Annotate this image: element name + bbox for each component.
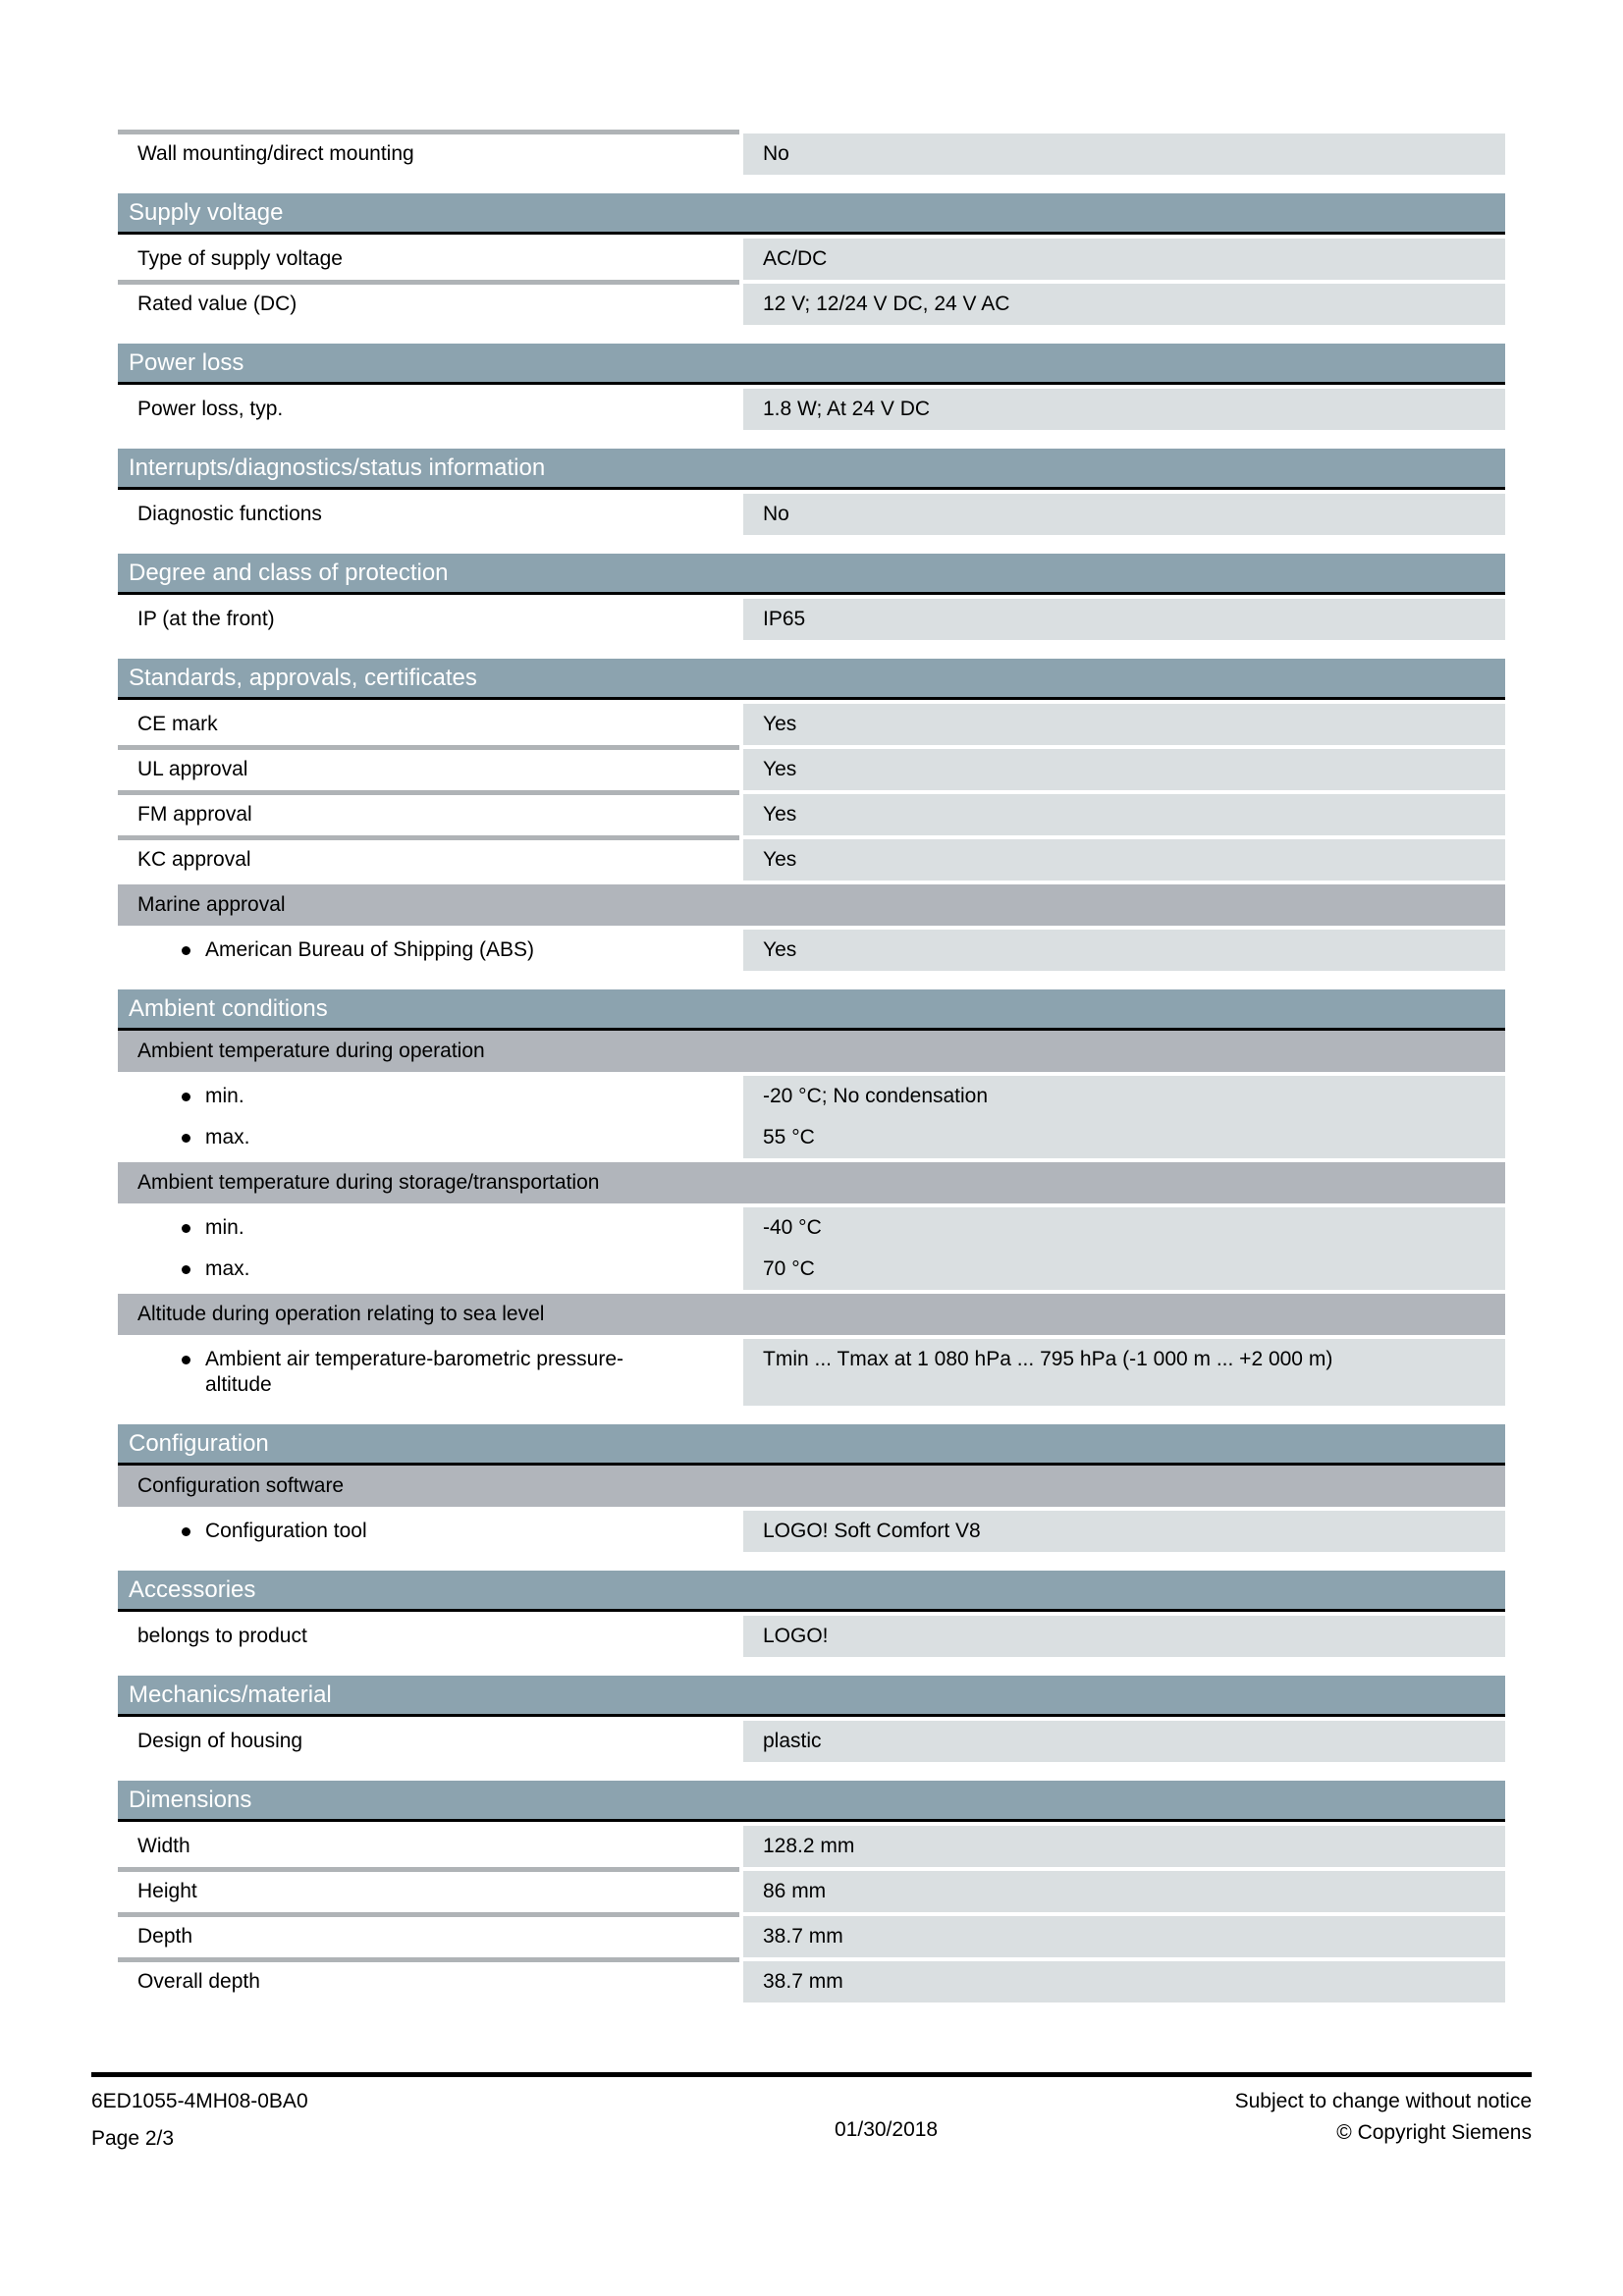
- section-header: [118, 449, 1505, 490]
- spec-label: [118, 1916, 739, 1957]
- spec-value: [743, 239, 1505, 280]
- spec-row: [118, 599, 1505, 640]
- section-title: Standards, approvals, certificates: [129, 664, 477, 691]
- spec-row: [118, 930, 1505, 971]
- spec-label-text: Design of housing: [137, 1730, 303, 1752]
- spec-label: [118, 930, 739, 971]
- spec-value-text: 86 mm: [763, 1880, 827, 1902]
- spec-value-text: LOGO!: [763, 1625, 829, 1647]
- spec-value: [743, 930, 1505, 971]
- spec-label: [118, 839, 739, 881]
- spec-label-text: KC approval: [137, 848, 251, 871]
- section-header: [118, 1571, 1505, 1612]
- footer-page-number: Page 2/3: [91, 2127, 175, 2150]
- spec-row: [118, 1871, 1505, 1912]
- spec-value: [743, 1207, 1505, 1249]
- spec-label: [118, 1207, 739, 1249]
- spec-row: [118, 239, 1505, 280]
- spec-label-text: min.: [205, 1216, 244, 1239]
- spec-value: [743, 749, 1505, 790]
- spec-value: [743, 794, 1505, 835]
- spec-value-text: 55 °C: [763, 1126, 815, 1148]
- spec-label-text: Width: [137, 1835, 190, 1857]
- spec-label: [118, 494, 739, 535]
- spec-row: [118, 1826, 1505, 1867]
- spec-value-text: Yes: [763, 758, 797, 780]
- footer-article-number: 6ED1055-4MH08-0BA0: [91, 2090, 308, 2112]
- footer-left: [91, 2090, 308, 2151]
- spec-section: [118, 344, 1505, 430]
- spec-label-text: Diagnostic functions: [137, 503, 322, 525]
- spec-label-text: IP (at the front): [137, 608, 275, 630]
- section-title: Accessories: [129, 1575, 256, 1603]
- spec-label-text: Configuration tool: [205, 1520, 367, 1542]
- spec-value-text: 12 V; 12/24 V DC, 24 V AC: [763, 293, 1010, 315]
- section-header: [118, 1424, 1505, 1466]
- spec-row: [118, 1916, 1505, 1957]
- spec-value-text: Tmin ... Tmax at 1 080 hPa ... 795 hPa (-1 000 m ... +2 000 m): [763, 1348, 1333, 1370]
- spec-value: [743, 133, 1505, 175]
- spec-value-text: 70 °C: [763, 1257, 815, 1280]
- spec-subheader-label: Ambient temperature during operation: [137, 1040, 485, 1062]
- page-footer: [91, 2072, 1532, 2170]
- spec-value-text: No: [763, 503, 789, 525]
- spec-label: [118, 1871, 739, 1912]
- spec-value: [743, 599, 1505, 640]
- bullet-icon: [182, 946, 190, 955]
- spec-value: [743, 1916, 1505, 1957]
- spec-label: [118, 749, 739, 790]
- spec-value-text: 38.7 mm: [763, 1925, 843, 1948]
- spec-label-text: belongs to product: [137, 1625, 307, 1647]
- footer-divider: [91, 2072, 1532, 2077]
- footer-notice: Subject to change without notice: [1234, 2090, 1532, 2112]
- section-title: Degree and class of protection: [129, 559, 449, 586]
- footer-date: 01/30/2018: [835, 2118, 939, 2141]
- spec-value: [743, 1871, 1505, 1912]
- spec-section: [118, 1571, 1505, 1657]
- spec-label-text: CE mark: [137, 713, 218, 735]
- spec-row: [118, 1721, 1505, 1762]
- spec-row: [118, 1207, 1505, 1249]
- spec-value: [743, 704, 1505, 745]
- footer-copyright: © Copyright Siemens: [1336, 2121, 1532, 2144]
- section-title: Supply voltage: [129, 198, 284, 226]
- spec-subheader: [118, 1162, 1505, 1203]
- spec-row: [118, 1249, 1505, 1290]
- spec-label: [118, 1076, 739, 1117]
- spec-label: [118, 239, 739, 280]
- spec-label-text: Depth: [137, 1925, 193, 1948]
- spec-value: [743, 1721, 1505, 1762]
- spec-value-text: -20 °C; No condensation: [763, 1085, 989, 1107]
- spec-subheader: [118, 1294, 1505, 1335]
- spec-value-text: 38.7 mm: [763, 1970, 843, 1993]
- bullet-icon: [182, 1093, 190, 1101]
- spec-label: [118, 1249, 739, 1290]
- spec-value: [743, 1339, 1505, 1406]
- spec-row: [118, 1616, 1505, 1657]
- section-title: Dimensions: [129, 1786, 252, 1813]
- spec-row: [118, 494, 1505, 535]
- spec-label: [118, 1117, 739, 1158]
- spec-section: [118, 554, 1505, 640]
- spec-label-text: American Bureau of Shipping (ABS): [205, 938, 535, 961]
- bullet-icon: [182, 1265, 190, 1274]
- spec-row: [118, 839, 1505, 881]
- spec-label-text: Overall depth: [137, 1970, 260, 1993]
- spec-value: [743, 1076, 1505, 1117]
- spec-label: [118, 704, 739, 745]
- spec-value-text: AC/DC: [763, 247, 828, 270]
- section-header: [118, 659, 1505, 700]
- spec-section: [118, 1424, 1505, 1552]
- section-title: Power loss: [129, 348, 244, 376]
- spec-row: [118, 1961, 1505, 2002]
- spec-value-text: Yes: [763, 848, 797, 871]
- spec-value: [743, 1961, 1505, 2002]
- spec-value: [743, 1511, 1505, 1552]
- spec-label-text: Type of supply voltage: [137, 247, 343, 270]
- spec-row-group: [118, 1076, 1505, 1158]
- section-title: Configuration: [129, 1429, 269, 1457]
- spec-value-text: LOGO! Soft Comfort V8: [763, 1520, 981, 1542]
- spec-section: [118, 133, 1505, 175]
- spec-value: [743, 284, 1505, 325]
- spec-row: [118, 284, 1505, 325]
- spec-label: [118, 133, 739, 175]
- spec-label-text: Power loss, typ.: [137, 398, 284, 420]
- spec-value-text: -40 °C: [763, 1216, 822, 1239]
- spec-subheader-label: Configuration software: [137, 1474, 345, 1497]
- spec-row: [118, 1117, 1505, 1158]
- spec-row: [118, 133, 1505, 175]
- spec-section: [118, 449, 1505, 535]
- spec-subheader: [118, 884, 1505, 926]
- spec-value: [743, 1249, 1505, 1290]
- spec-value: [743, 1117, 1505, 1158]
- spec-subheader: [118, 1466, 1505, 1507]
- bullet-icon: [182, 1356, 190, 1364]
- spec-row-group: [118, 1207, 1505, 1290]
- spec-section: [118, 193, 1505, 325]
- spec-label: [118, 284, 739, 325]
- section-header: [118, 193, 1505, 235]
- spec-section: [118, 989, 1505, 1406]
- spec-value: [743, 839, 1505, 881]
- spec-value: [743, 494, 1505, 535]
- spec-label-text: Height: [137, 1880, 197, 1902]
- spec-label: [118, 1339, 739, 1406]
- spec-label: [118, 1511, 739, 1552]
- spec-label: [118, 794, 739, 835]
- section-title: Interrupts/diagnostics/status information: [129, 454, 546, 481]
- spec-row: [118, 1511, 1505, 1552]
- bullet-icon: [182, 1134, 190, 1143]
- bullet-icon: [182, 1224, 190, 1233]
- spec-label: [118, 599, 739, 640]
- spec-label-text: max.: [205, 1257, 250, 1280]
- bullet-icon: [182, 1527, 190, 1536]
- spec-label: [118, 1721, 739, 1762]
- spec-value-text: 1.8 W; At 24 V DC: [763, 398, 931, 420]
- footer-right: [1235, 2090, 1532, 2145]
- spec-label-text: UL approval: [137, 758, 248, 780]
- spec-value-text: No: [763, 142, 789, 165]
- section-header: [118, 1676, 1505, 1717]
- spec-label: [118, 1616, 739, 1657]
- section-header: [118, 989, 1505, 1031]
- spec-label: [118, 1961, 739, 2002]
- spec-value-text: plastic: [763, 1730, 822, 1752]
- spec-section: [118, 1676, 1505, 1762]
- spec-label-text: Ambient air temperature-barometric pressure-altitude: [205, 1348, 623, 1396]
- spec-label-text: Rated value (DC): [137, 293, 298, 315]
- spec-table: [118, 130, 1505, 2002]
- spec-row: [118, 704, 1505, 745]
- spec-row: [118, 1339, 1505, 1406]
- spec-label-text: min.: [205, 1085, 244, 1107]
- section-header: [118, 344, 1505, 385]
- spec-value-text: Yes: [763, 938, 797, 961]
- section-header: [118, 1781, 1505, 1822]
- spec-value-text: 128.2 mm: [763, 1835, 855, 1857]
- spec-row: [118, 1076, 1505, 1117]
- spec-label-text: Wall mounting/direct mounting: [137, 142, 414, 165]
- spec-value: [743, 1826, 1505, 1867]
- spec-subheader: [118, 1031, 1505, 1072]
- spec-value: [743, 1616, 1505, 1657]
- section-title: Mechanics/material: [129, 1681, 332, 1708]
- spec-subheader-label: Ambient temperature during storage/transportation: [137, 1171, 600, 1194]
- spec-subheader-label: Marine approval: [137, 893, 286, 916]
- spec-label-text: FM approval: [137, 803, 252, 826]
- spec-label: [118, 1826, 739, 1867]
- section-title: Ambient conditions: [129, 994, 328, 1022]
- spec-section: [118, 1781, 1505, 2002]
- section-header: [118, 554, 1505, 595]
- spec-value-text: IP65: [763, 608, 806, 630]
- spec-row: [118, 389, 1505, 430]
- spec-row: [118, 749, 1505, 790]
- spec-label-text: max.: [205, 1126, 250, 1148]
- spec-subheader-label: Altitude during operation relating to sea level: [137, 1303, 545, 1325]
- spec-value-text: Yes: [763, 713, 797, 735]
- spec-row: [118, 794, 1505, 835]
- spec-value-text: Yes: [763, 803, 797, 826]
- spec-value: [743, 389, 1505, 430]
- spec-section: [118, 659, 1505, 971]
- spec-label: [118, 389, 739, 430]
